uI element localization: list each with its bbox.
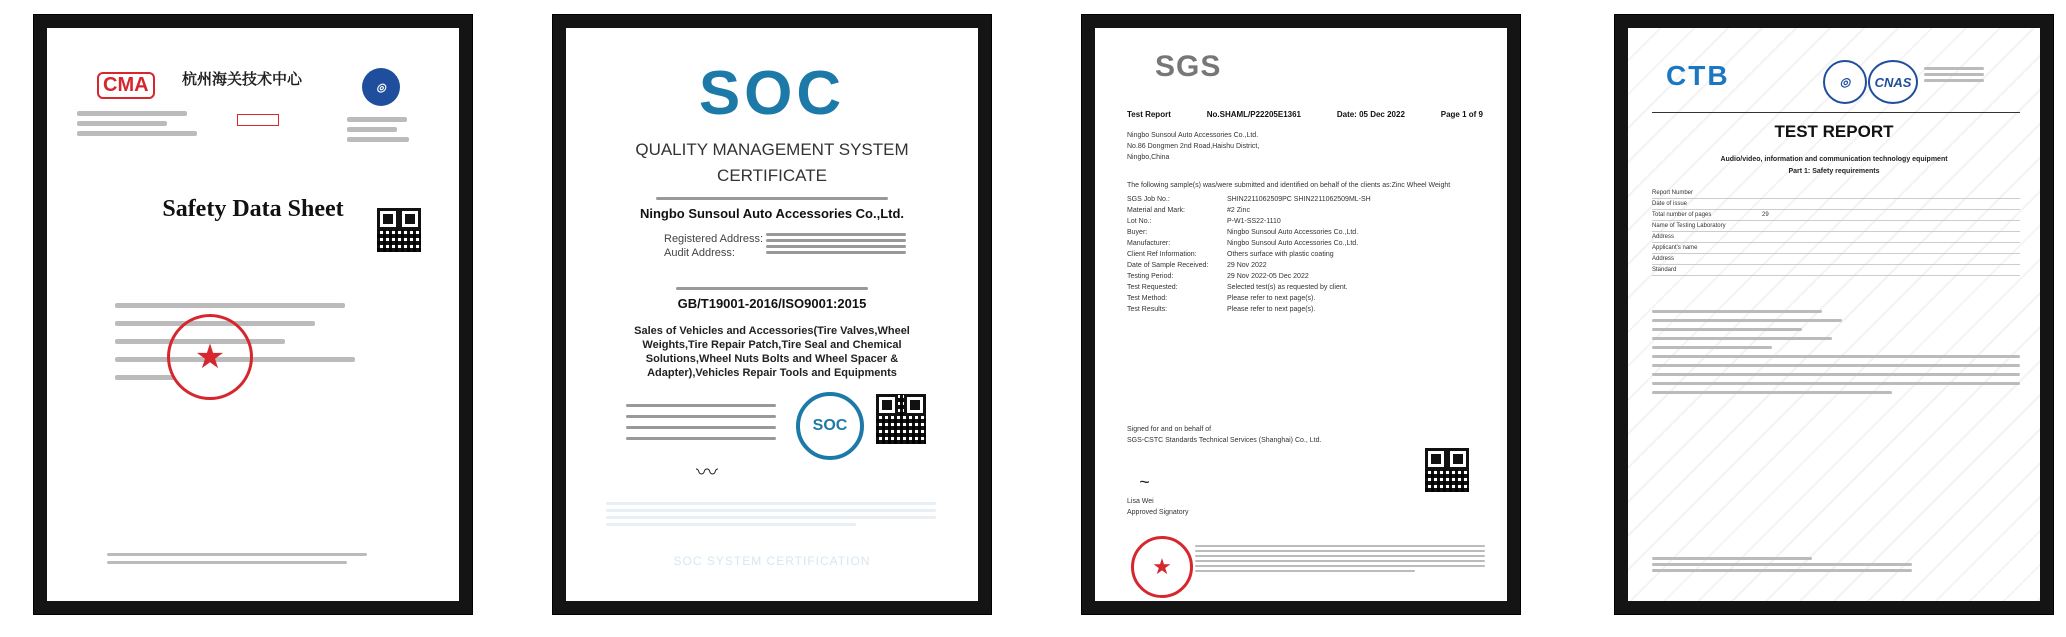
certificate-page <box>566 28 978 601</box>
certificate-frame-sgs-report <box>1081 14 1521 615</box>
standard-number: GB/T19001-2016/ISO9001:2015 <box>677 296 867 311</box>
certificate-frame-ctb-report <box>1614 14 2054 615</box>
company-name: Ningbo Sunsoul Auto Accessories Co.,Ltd. <box>639 206 905 221</box>
report-subtitle: Audio/video, information and communication technology equipment <box>1720 156 1948 163</box>
cnas-logo-icon: ◎ <box>362 68 400 106</box>
signing-organization: SGS-CSTC Standards Technical Services (Shanghai) Co., Ltd. <box>1127 437 1322 444</box>
page-count: Page 1 of 9 <box>1440 110 1483 119</box>
certification-scope: Sales of Vehicles and Accessories(Tire Valves,Wheel Weights,Tire Repair Patch,Tire Seal and Chemical Solutions,Wheel Nuts Bolts and Wheel Spacer & Adapter),Vehicles Repair Tools and Equipments <box>634 325 910 379</box>
compliance-line <box>676 282 868 295</box>
report-title: TEST REPORT <box>1774 122 1894 141</box>
report-table <box>1652 188 2020 276</box>
field-row: Test Results: Please refer to next page(s). <box>1127 306 1316 313</box>
table-row: Address <box>1652 254 2020 265</box>
footer-fine-print <box>107 548 407 569</box>
signatory-block <box>1127 496 1487 518</box>
certificate-heading: QUALITY MANAGEMENT SYSTEM <box>635 140 909 159</box>
report-header <box>1127 110 1483 119</box>
client-address-2: Ningbo,China <box>1127 154 1170 161</box>
header-divider <box>1652 112 2020 113</box>
certify-line <box>656 192 888 205</box>
document-title: Safety Data Sheet <box>162 196 344 222</box>
field-row: Date of Sample Received: 29 Nov 2022 <box>1127 262 1267 269</box>
field-row: Buyer: Ningbo Sunsoul Auto Accessories Co.,Ltd. <box>1127 229 1359 236</box>
signature-icon: ~ <box>1139 472 1150 492</box>
sample-fields <box>1127 194 1487 315</box>
address-labels <box>664 232 763 260</box>
red-seal-icon: ★ <box>167 314 253 400</box>
qr-code <box>876 394 926 444</box>
field-row: Testing Period: 29 Nov 2022-05 Dec 2022 <box>1127 273 1309 280</box>
certificate-frame-soc-qms <box>552 14 992 615</box>
signature-icon: 〰 <box>696 460 719 485</box>
field-row: Test Method: Please refer to next page(s). <box>1127 295 1316 302</box>
certificate-subheading: CERTIFICATE <box>717 166 827 185</box>
client-name: Ningbo Sunsoul Auto Accessories Co.,Ltd. <box>1127 132 1259 139</box>
field-row: Material and Mark: #2 Zinc <box>1127 207 1250 214</box>
report-date: Date: 05 Dec 2022 <box>1336 110 1405 119</box>
field-row: Manufacturer: Ningbo Sunsoul Auto Accessories Co.,Ltd. <box>1127 240 1359 247</box>
qr-code <box>377 208 421 252</box>
address-values <box>766 230 906 257</box>
table-row: Report Number <box>1652 188 2020 199</box>
certificate-frame-safety-data-sheet <box>33 14 473 615</box>
report-label: Test Report <box>1127 110 1171 119</box>
sample-intro: The following sample(s) was/were submitted and identified on behalf of the clients as:Zinc Wheel Weight <box>1127 182 1451 189</box>
certificate-details <box>626 396 776 448</box>
field-row: SGS Job No.: SHIN2211062509PC SHIN2211062509ML-SH <box>1127 196 1371 203</box>
certificate-page <box>1628 28 2040 601</box>
table-row: Name of Testing Laboratory <box>1652 221 2020 232</box>
signed-on-behalf: Signed for and on behalf of <box>1127 426 1212 433</box>
registered-address-label: Registered Address: <box>664 233 764 245</box>
red-seal-icon: ★ <box>1131 536 1193 598</box>
ilac-logo-icon: ◎ <box>1823 60 1867 104</box>
footer-fine-print <box>1195 542 1485 575</box>
ctb-logo: CTB <box>1666 60 1730 91</box>
certificate-page <box>47 28 459 601</box>
header-fine-print-right <box>347 112 417 147</box>
signatory-name: Lisa Wei <box>1127 498 1154 505</box>
table-row: Total number of pages 29 <box>1652 210 2020 221</box>
field-row: Test Requested: Selected test(s) as requested by client. <box>1127 284 1348 291</box>
signatory-title: Approved Signatory <box>1127 509 1189 516</box>
footer-brand: SOC SYSTEM CERTIFICATION <box>673 554 871 568</box>
accreditation-code <box>1924 64 1984 85</box>
qr-code <box>1425 448 1469 492</box>
signature-block <box>1127 424 1487 446</box>
issuer-header-text: 杭州海关技术中心 <box>182 71 303 88</box>
table-row: Date of issue <box>1652 199 2020 210</box>
table-row: Standard <box>1652 265 2020 276</box>
cnas-logo-icon: CNAS <box>1868 60 1918 104</box>
cma-logo: CMA <box>97 72 155 99</box>
report-part: Part 1: Safety requirements <box>1788 168 1880 175</box>
report-body-text <box>1652 304 2020 400</box>
sgs-logo: SGS <box>1155 50 1222 83</box>
certificate-page <box>1095 28 1507 601</box>
stamp-box <box>237 114 279 126</box>
soc-seal-badge: SOC <box>796 392 864 460</box>
client-block <box>1127 130 1487 163</box>
footer-fine-print <box>1652 554 1912 575</box>
field-row: Lot No.: P-W1-SS22-1110 <box>1127 218 1281 225</box>
soc-logo: SOC <box>698 59 846 128</box>
disclaimer-text <box>606 498 936 530</box>
audit-address-label: Audit Address: <box>664 247 735 259</box>
table-row: Applicant's name <box>1652 243 2020 254</box>
field-row: Client Ref Information: Others surface with plastic coating <box>1127 251 1334 258</box>
report-number: No.SHAML/P22205E1361 <box>1206 110 1301 119</box>
client-address-1: No.86 Dongmen 2nd Road,Haishu District, <box>1127 143 1260 150</box>
header-fine-print <box>77 106 207 141</box>
table-row: Address <box>1652 232 2020 243</box>
